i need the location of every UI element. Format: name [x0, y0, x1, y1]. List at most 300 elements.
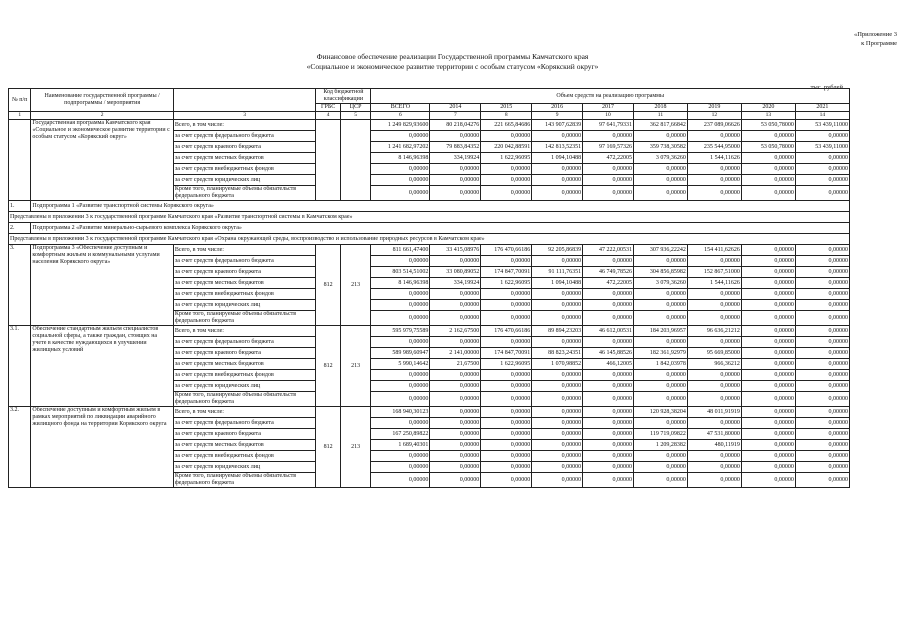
amount-cell: 48 011,91919	[687, 407, 741, 418]
source-label: Кроме того, планируемые объемы обязательств федерального бюджета	[173, 186, 316, 201]
source-label: за счет средств юридических лиц	[173, 300, 316, 311]
amount-cell: 0,00000	[633, 370, 687, 381]
amount-cell: 0,00000	[583, 473, 634, 488]
amount-cell: 0,00000	[532, 370, 583, 381]
appendix-note	[854, 30, 897, 48]
amount-cell: 0,00000	[741, 473, 795, 488]
table-row	[9, 245, 850, 256]
amount-cell: 53 050,78000	[741, 120, 795, 131]
amount-cell: 0,00000	[741, 267, 795, 278]
header-num: № п/п	[9, 89, 31, 112]
row-number: 3.	[9, 245, 31, 326]
amount-cell: 811 661,47400	[371, 245, 430, 256]
amount-cell: 0,00000	[583, 311, 634, 326]
amount-cell: 97 169,57326	[583, 142, 634, 153]
title-line-2: «Социальное и экономическое развитие территории с особым статусом «Корякский округ»	[306, 62, 599, 71]
amount-cell: 0,00000	[430, 451, 481, 462]
grbs-code: 812	[316, 326, 340, 407]
amount-cell: 0,00000	[795, 311, 849, 326]
csr-code: 213	[340, 407, 371, 488]
amount-cell: 0,00000	[583, 131, 634, 142]
amount-cell: 0,00000	[741, 278, 795, 289]
amount-cell: 0,00000	[583, 175, 634, 186]
amount-cell: 119 719,09822	[633, 429, 687, 440]
table-row	[9, 120, 850, 131]
amount-cell: 1 094,10488	[532, 153, 583, 164]
amount-cell: 96 636,21212	[687, 326, 741, 337]
header-csr: ЦСР	[340, 104, 371, 112]
amount-cell: 0,00000	[795, 440, 849, 451]
amount-cell: 0,00000	[741, 359, 795, 370]
amount-cell: 472,22005	[583, 278, 634, 289]
amount-cell: 0,00000	[633, 186, 687, 201]
amount-cell: 0,00000	[371, 164, 430, 175]
amount-cell: 1 842,03978	[633, 359, 687, 370]
amount-cell: 0,00000	[741, 300, 795, 311]
amount-cell: 0,00000	[795, 267, 849, 278]
amount-cell: 0,00000	[481, 131, 532, 142]
subprogram-row	[9, 201, 850, 212]
amount-cell: 359 738,30582	[633, 142, 687, 153]
amount-cell: 0,00000	[481, 440, 532, 451]
amount-cell: 1 094,10488	[532, 278, 583, 289]
amount-cell: 0,00000	[795, 337, 849, 348]
amount-cell: 0,00000	[532, 131, 583, 142]
amount-cell: 220 042,88591	[481, 142, 532, 153]
amount-cell: 0,00000	[795, 370, 849, 381]
amount-cell: 0,00000	[532, 462, 583, 473]
grbs-code: 812	[316, 407, 340, 488]
row-name: Обеспечение доступным и комфортным жильем в рамках мероприятий по ликвидации аварийного жилищного фонда на территории Корякского округа	[31, 407, 174, 488]
amount-cell: 0,00000	[795, 473, 849, 488]
subprogram-note-row	[9, 212, 850, 223]
amount-cell: 0,00000	[430, 392, 481, 407]
amount-cell: 0,00000	[371, 370, 430, 381]
csr-code: 213	[340, 326, 371, 407]
amount-cell: 0,00000	[795, 300, 849, 311]
subprogram-note-row	[9, 234, 850, 245]
amount-cell: 0,00000	[583, 370, 634, 381]
amount-cell: 0,00000	[741, 337, 795, 348]
amount-cell: 176 470,66186	[481, 326, 532, 337]
amount-cell: 466,12005	[583, 359, 634, 370]
amount-cell: 0,00000	[481, 381, 532, 392]
amount-cell: 0,00000	[741, 256, 795, 267]
header-total: ВСЕГО	[371, 104, 430, 112]
amount-cell: 3 079,36260	[633, 153, 687, 164]
amount-cell: 304 856,85982	[633, 267, 687, 278]
units-label: тыс. рублей	[810, 84, 843, 91]
row-number	[9, 120, 31, 201]
col-index: 6	[371, 112, 430, 120]
amount-cell: 3 079,36260	[633, 278, 687, 289]
amount-cell: 0,00000	[795, 407, 849, 418]
source-label: Всего, в том числе:	[173, 407, 316, 418]
amount-cell: 307 936,22242	[633, 245, 687, 256]
amount-cell: 0,00000	[371, 131, 430, 142]
amount-cell: 0,00000	[371, 462, 430, 473]
amount-cell: 0,00000	[583, 429, 634, 440]
amount-cell: 0,00000	[371, 418, 430, 429]
amount-cell: 0,00000	[583, 462, 634, 473]
col-index: 4	[316, 112, 340, 120]
col-index: 8	[481, 112, 532, 120]
amount-cell: 0,00000	[795, 418, 849, 429]
amount-cell: 1 241 682,97202	[371, 142, 430, 153]
amount-cell: 0,00000	[532, 418, 583, 429]
amount-cell: 0,00000	[481, 337, 532, 348]
amount-cell: 0,00000	[371, 186, 430, 201]
amount-cell: 47 222,00531	[583, 245, 634, 256]
source-label: Всего, в том числе:	[173, 326, 316, 337]
source-label: за счет средств юридических лиц	[173, 381, 316, 392]
amount-cell: 120 928,38204	[633, 407, 687, 418]
amount-cell: 91 111,76351	[532, 267, 583, 278]
source-label: за счет средств местных бюджетов	[173, 440, 316, 451]
amount-cell: 152 867,51000	[687, 267, 741, 278]
col-index: 3	[173, 112, 316, 120]
subprogram-number: 1.	[9, 201, 31, 212]
amount-cell: 0,00000	[583, 256, 634, 267]
amount-cell: 0,00000	[583, 392, 634, 407]
title-line-1: Финансовое обеспечение реализации Государственной программы Камчатского края	[316, 52, 589, 61]
source-label: за счет средств внебюджетных фондов	[173, 164, 316, 175]
source-label: за счет средств краевого бюджета	[173, 348, 316, 359]
source-label: за счет средств краевого бюджета	[173, 267, 316, 278]
amount-cell: 0,00000	[633, 164, 687, 175]
subprogram-name: Подпрограмма 1 «Развитие транспортной системы Корякского округа»	[31, 201, 850, 212]
amount-cell: 0,00000	[583, 186, 634, 201]
col-index: 10	[583, 112, 634, 120]
amount-cell: 0,00000	[741, 462, 795, 473]
amount-cell: 0,00000	[795, 326, 849, 337]
amount-cell: 0,00000	[741, 451, 795, 462]
amount-cell: 0,00000	[795, 164, 849, 175]
amount-cell: 0,00000	[430, 337, 481, 348]
amount-cell: 0,00000	[430, 256, 481, 267]
amount-cell: 0,00000	[371, 337, 430, 348]
amount-cell: 89 894,23203	[532, 326, 583, 337]
amount-cell: 0,00000	[532, 392, 583, 407]
source-label: Кроме того, планируемые объемы обязательств федерального бюджета	[173, 311, 316, 326]
amount-cell: 21,67500	[430, 359, 481, 370]
amount-cell: 0,00000	[430, 370, 481, 381]
amount-cell: 0,00000	[687, 392, 741, 407]
amount-cell: 154 411,62626	[687, 245, 741, 256]
amount-cell: 0,00000	[633, 289, 687, 300]
amount-cell: 0,00000	[532, 175, 583, 186]
amount-cell: 1 249 829,93600	[371, 120, 430, 131]
amount-cell: 176 470,66186	[481, 245, 532, 256]
amount-cell: 0,00000	[687, 289, 741, 300]
amount-cell: 0,00000	[687, 300, 741, 311]
amount-cell: 0,00000	[741, 348, 795, 359]
amount-cell: 0,00000	[795, 462, 849, 473]
amount-cell: 46 749,78526	[583, 267, 634, 278]
amount-cell: 0,00000	[741, 381, 795, 392]
amount-cell: 0,00000	[430, 462, 481, 473]
source-label: за счет средств внебюджетных фондов	[173, 370, 316, 381]
csr-code	[340, 120, 371, 201]
amount-cell: 0,00000	[633, 392, 687, 407]
amount-cell: 0,00000	[532, 289, 583, 300]
amount-cell: 235 544,95000	[687, 142, 741, 153]
amount-cell: 334,19924	[430, 153, 481, 164]
source-label: за счет средств местных бюджетов	[173, 278, 316, 289]
amount-cell: 174 847,70091	[481, 348, 532, 359]
amount-cell: 0,00000	[481, 175, 532, 186]
subprogram-row	[9, 223, 850, 234]
row-number: 3.1.	[9, 326, 31, 407]
amount-cell: 0,00000	[687, 256, 741, 267]
amount-cell: 0,00000	[583, 407, 634, 418]
amount-cell: 0,00000	[687, 370, 741, 381]
amount-cell: 0,00000	[430, 164, 481, 175]
amount-cell: 0,00000	[583, 418, 634, 429]
csr-code: 213	[340, 245, 371, 326]
amount-cell: 1 622,96095	[481, 153, 532, 164]
row-name: Государственная программа Камчатского края «Социальное и экономическое развитие территории с особым статусом «Корякский округ»	[31, 120, 174, 201]
amount-cell: 0,00000	[633, 337, 687, 348]
amount-cell: 1 689,40301	[371, 440, 430, 451]
source-label: за счет средств внебюджетных фондов	[173, 289, 316, 300]
amount-cell: 0,00000	[741, 164, 795, 175]
amount-cell: 88 823,24351	[532, 348, 583, 359]
source-label: за счет средств юридических лиц	[173, 175, 316, 186]
amount-cell: 0,00000	[633, 473, 687, 488]
amount-cell: 8 146,96398	[371, 153, 430, 164]
amount-cell: 0,00000	[481, 186, 532, 201]
col-index: 13	[741, 112, 795, 120]
amount-cell: 167 250,89822	[371, 429, 430, 440]
amount-cell: 0,00000	[795, 451, 849, 462]
amount-cell: 0,00000	[532, 440, 583, 451]
amount-cell: 0,00000	[481, 289, 532, 300]
subprogram-note: Представлены в приложении 3 к государственной программе Камчатского края «Развитие транспортной системы в Камчатском крае»	[9, 212, 850, 223]
amount-cell: 0,00000	[532, 186, 583, 201]
amount-cell: 0,00000	[371, 300, 430, 311]
amount-cell: 0,00000	[633, 381, 687, 392]
amount-cell: 221 665,84686	[481, 120, 532, 131]
amount-cell: 0,00000	[795, 175, 849, 186]
amount-cell: 95 669,85000	[687, 348, 741, 359]
amount-cell: 1 622,96095	[481, 278, 532, 289]
appendix-line-2: к Программе	[861, 40, 897, 47]
amount-cell: 0,00000	[430, 473, 481, 488]
amount-cell: 53 439,11000	[795, 142, 849, 153]
amount-cell: 595 979,75589	[371, 326, 430, 337]
amount-cell: 0,00000	[741, 153, 795, 164]
amount-cell: 0,00000	[430, 131, 481, 142]
amount-cell: 0,00000	[633, 256, 687, 267]
amount-cell: 0,00000	[430, 407, 481, 418]
amount-cell: 0,00000	[795, 245, 849, 256]
col-index: 14	[795, 112, 849, 120]
subprogram-note: Представлены в приложении 3 к государственной программе Камчатского края «Охрана окружающей среды, воспроизводство и использование природных ресурсов в Камчатском крае»	[9, 234, 850, 245]
amount-cell: 0,00000	[430, 186, 481, 201]
amount-cell: 0,00000	[741, 429, 795, 440]
source-label: за счет средств юридических лиц	[173, 462, 316, 473]
amount-cell: 0,00000	[481, 473, 532, 488]
amount-cell: 0,00000	[633, 300, 687, 311]
col-index: 2	[31, 112, 174, 120]
amount-cell: 0,00000	[583, 440, 634, 451]
amount-cell: 0,00000	[583, 381, 634, 392]
amount-cell: 0,00000	[741, 326, 795, 337]
amount-cell: 0,00000	[532, 164, 583, 175]
amount-cell: 0,00000	[633, 462, 687, 473]
amount-cell: 0,00000	[741, 175, 795, 186]
row-number: 3.2.	[9, 407, 31, 488]
amount-cell: 1 622,96095	[481, 359, 532, 370]
amount-cell: 0,00000	[741, 440, 795, 451]
header-year: 2019	[687, 104, 741, 112]
header-year: 2015	[481, 104, 532, 112]
amount-cell: 0,00000	[583, 300, 634, 311]
source-label: Кроме того, планируемые объемы обязательств федерального бюджета	[173, 392, 316, 407]
amount-cell: 0,00000	[741, 370, 795, 381]
source-label: Кроме того, планируемые объемы обязательств федерального бюджета	[173, 473, 316, 488]
amount-cell: 1 070,98852	[532, 359, 583, 370]
header-grbs: ГРБС	[316, 104, 340, 112]
amount-cell: 0,00000	[795, 392, 849, 407]
amount-cell: 0,00000	[687, 381, 741, 392]
amount-cell: 33 080,89052	[430, 267, 481, 278]
amount-cell: 0,00000	[481, 370, 532, 381]
header-volume: Объем средств на реализацию программы	[371, 89, 850, 104]
amount-cell: 0,00000	[741, 311, 795, 326]
amount-cell: 143 907,62839	[532, 120, 583, 131]
amount-cell: 0,00000	[687, 164, 741, 175]
amount-cell: 0,00000	[430, 175, 481, 186]
amount-cell: 0,00000	[532, 300, 583, 311]
amount-cell: 0,00000	[430, 418, 481, 429]
amount-cell: 142 813,52351	[532, 142, 583, 153]
amount-cell: 0,00000	[481, 256, 532, 267]
header-year: 2018	[633, 104, 687, 112]
amount-cell: 0,00000	[430, 429, 481, 440]
amount-cell: 0,00000	[371, 451, 430, 462]
header-year: 2016	[532, 104, 583, 112]
col-index: 9	[532, 112, 583, 120]
amount-cell: 174 847,70091	[481, 267, 532, 278]
source-label: за счет средств федерального бюджета	[173, 337, 316, 348]
amount-cell: 0,00000	[633, 418, 687, 429]
amount-cell: 0,00000	[633, 451, 687, 462]
amount-cell: 0,00000	[481, 429, 532, 440]
amount-cell: 184 203,96957	[633, 326, 687, 337]
amount-cell: 362 817,66842	[633, 120, 687, 131]
amount-cell: 46 612,00531	[583, 326, 634, 337]
header-budget-class: Код бюджетной классификации	[316, 89, 371, 104]
amount-cell: 0,00000	[371, 311, 430, 326]
amount-cell: 0,00000	[532, 311, 583, 326]
amount-cell: 53 439,11000	[795, 120, 849, 131]
source-label: за счет средств федерального бюджета	[173, 131, 316, 142]
subprogram-number: 2.	[9, 223, 31, 234]
amount-cell: 0,00000	[481, 462, 532, 473]
amount-cell: 2 141,00000	[430, 348, 481, 359]
amount-cell: 79 883,84352	[430, 142, 481, 153]
amount-cell: 0,00000	[687, 462, 741, 473]
financing-table	[8, 88, 850, 488]
col-index: 7	[430, 112, 481, 120]
header-name: Наименование государственной программы / подпрограммы / мероприятия	[31, 89, 174, 112]
amount-cell: 0,00000	[371, 175, 430, 186]
amount-cell: 0,00000	[687, 311, 741, 326]
amount-cell: 0,00000	[371, 256, 430, 267]
source-label: за счет средств краевого бюджета	[173, 142, 316, 153]
amount-cell: 0,00000	[741, 418, 795, 429]
amount-cell: 1 544,11626	[687, 153, 741, 164]
amount-cell: 0,00000	[430, 440, 481, 451]
amount-cell: 0,00000	[481, 407, 532, 418]
amount-cell: 0,00000	[481, 311, 532, 326]
amount-cell: 0,00000	[481, 418, 532, 429]
amount-cell: 0,00000	[741, 407, 795, 418]
amount-cell: 0,00000	[741, 289, 795, 300]
amount-cell: 0,00000	[687, 131, 741, 142]
amount-cell: 1 209,28382	[633, 440, 687, 451]
amount-cell: 0,00000	[687, 473, 741, 488]
amount-cell: 0,00000	[532, 473, 583, 488]
amount-cell: 0,00000	[371, 473, 430, 488]
source-label: Всего, в том числе:	[173, 245, 316, 256]
table-row	[9, 407, 850, 418]
amount-cell: 0,00000	[481, 392, 532, 407]
amount-cell: 472,22005	[583, 153, 634, 164]
amount-cell: 182 361,92979	[633, 348, 687, 359]
col-index: 5	[340, 112, 371, 120]
col-index: 11	[633, 112, 687, 120]
amount-cell: 0,00000	[795, 348, 849, 359]
amount-cell: 0,00000	[633, 175, 687, 186]
header-year: 2021	[795, 104, 849, 112]
amount-cell: 0,00000	[532, 429, 583, 440]
grbs-code: 812	[316, 245, 340, 326]
amount-cell: 0,00000	[795, 153, 849, 164]
source-label: за счет средств федерального бюджета	[173, 418, 316, 429]
amount-cell: 8 146,96398	[371, 278, 430, 289]
amount-cell: 0,00000	[741, 245, 795, 256]
amount-cell: 0,00000	[532, 256, 583, 267]
amount-cell: 0,00000	[532, 337, 583, 348]
amount-cell: 0,00000	[371, 381, 430, 392]
col-index: 12	[687, 112, 741, 120]
amount-cell: 0,00000	[371, 289, 430, 300]
amount-cell: 0,00000	[795, 256, 849, 267]
amount-cell: 0,00000	[481, 451, 532, 462]
amount-cell: 0,00000	[687, 418, 741, 429]
amount-cell: 0,00000	[481, 300, 532, 311]
amount-cell: 80 218,04276	[430, 120, 481, 131]
amount-cell: 0,00000	[795, 131, 849, 142]
amount-cell: 46 145,88526	[583, 348, 634, 359]
amount-cell: 92 205,86839	[532, 245, 583, 256]
appendix-line-1: «Приложение 3	[853, 31, 897, 38]
amount-cell: 334,19924	[430, 278, 481, 289]
amount-cell: 0,00000	[430, 300, 481, 311]
amount-cell: 0,00000	[795, 289, 849, 300]
amount-cell: 0,00000	[741, 392, 795, 407]
amount-cell: 0,00000	[687, 175, 741, 186]
header-source	[173, 89, 316, 112]
header-year: 2014	[430, 104, 481, 112]
amount-cell: 0,00000	[583, 337, 634, 348]
row-name: Обеспечение стандартным жильем специалистов социальной сферы, а также граждан, стоящих на учете в качестве нуждающихся в улучшении жилищных условий	[31, 326, 174, 407]
source-label: за счет средств внебюджетных фондов	[173, 451, 316, 462]
amount-cell: 0,00000	[532, 451, 583, 462]
